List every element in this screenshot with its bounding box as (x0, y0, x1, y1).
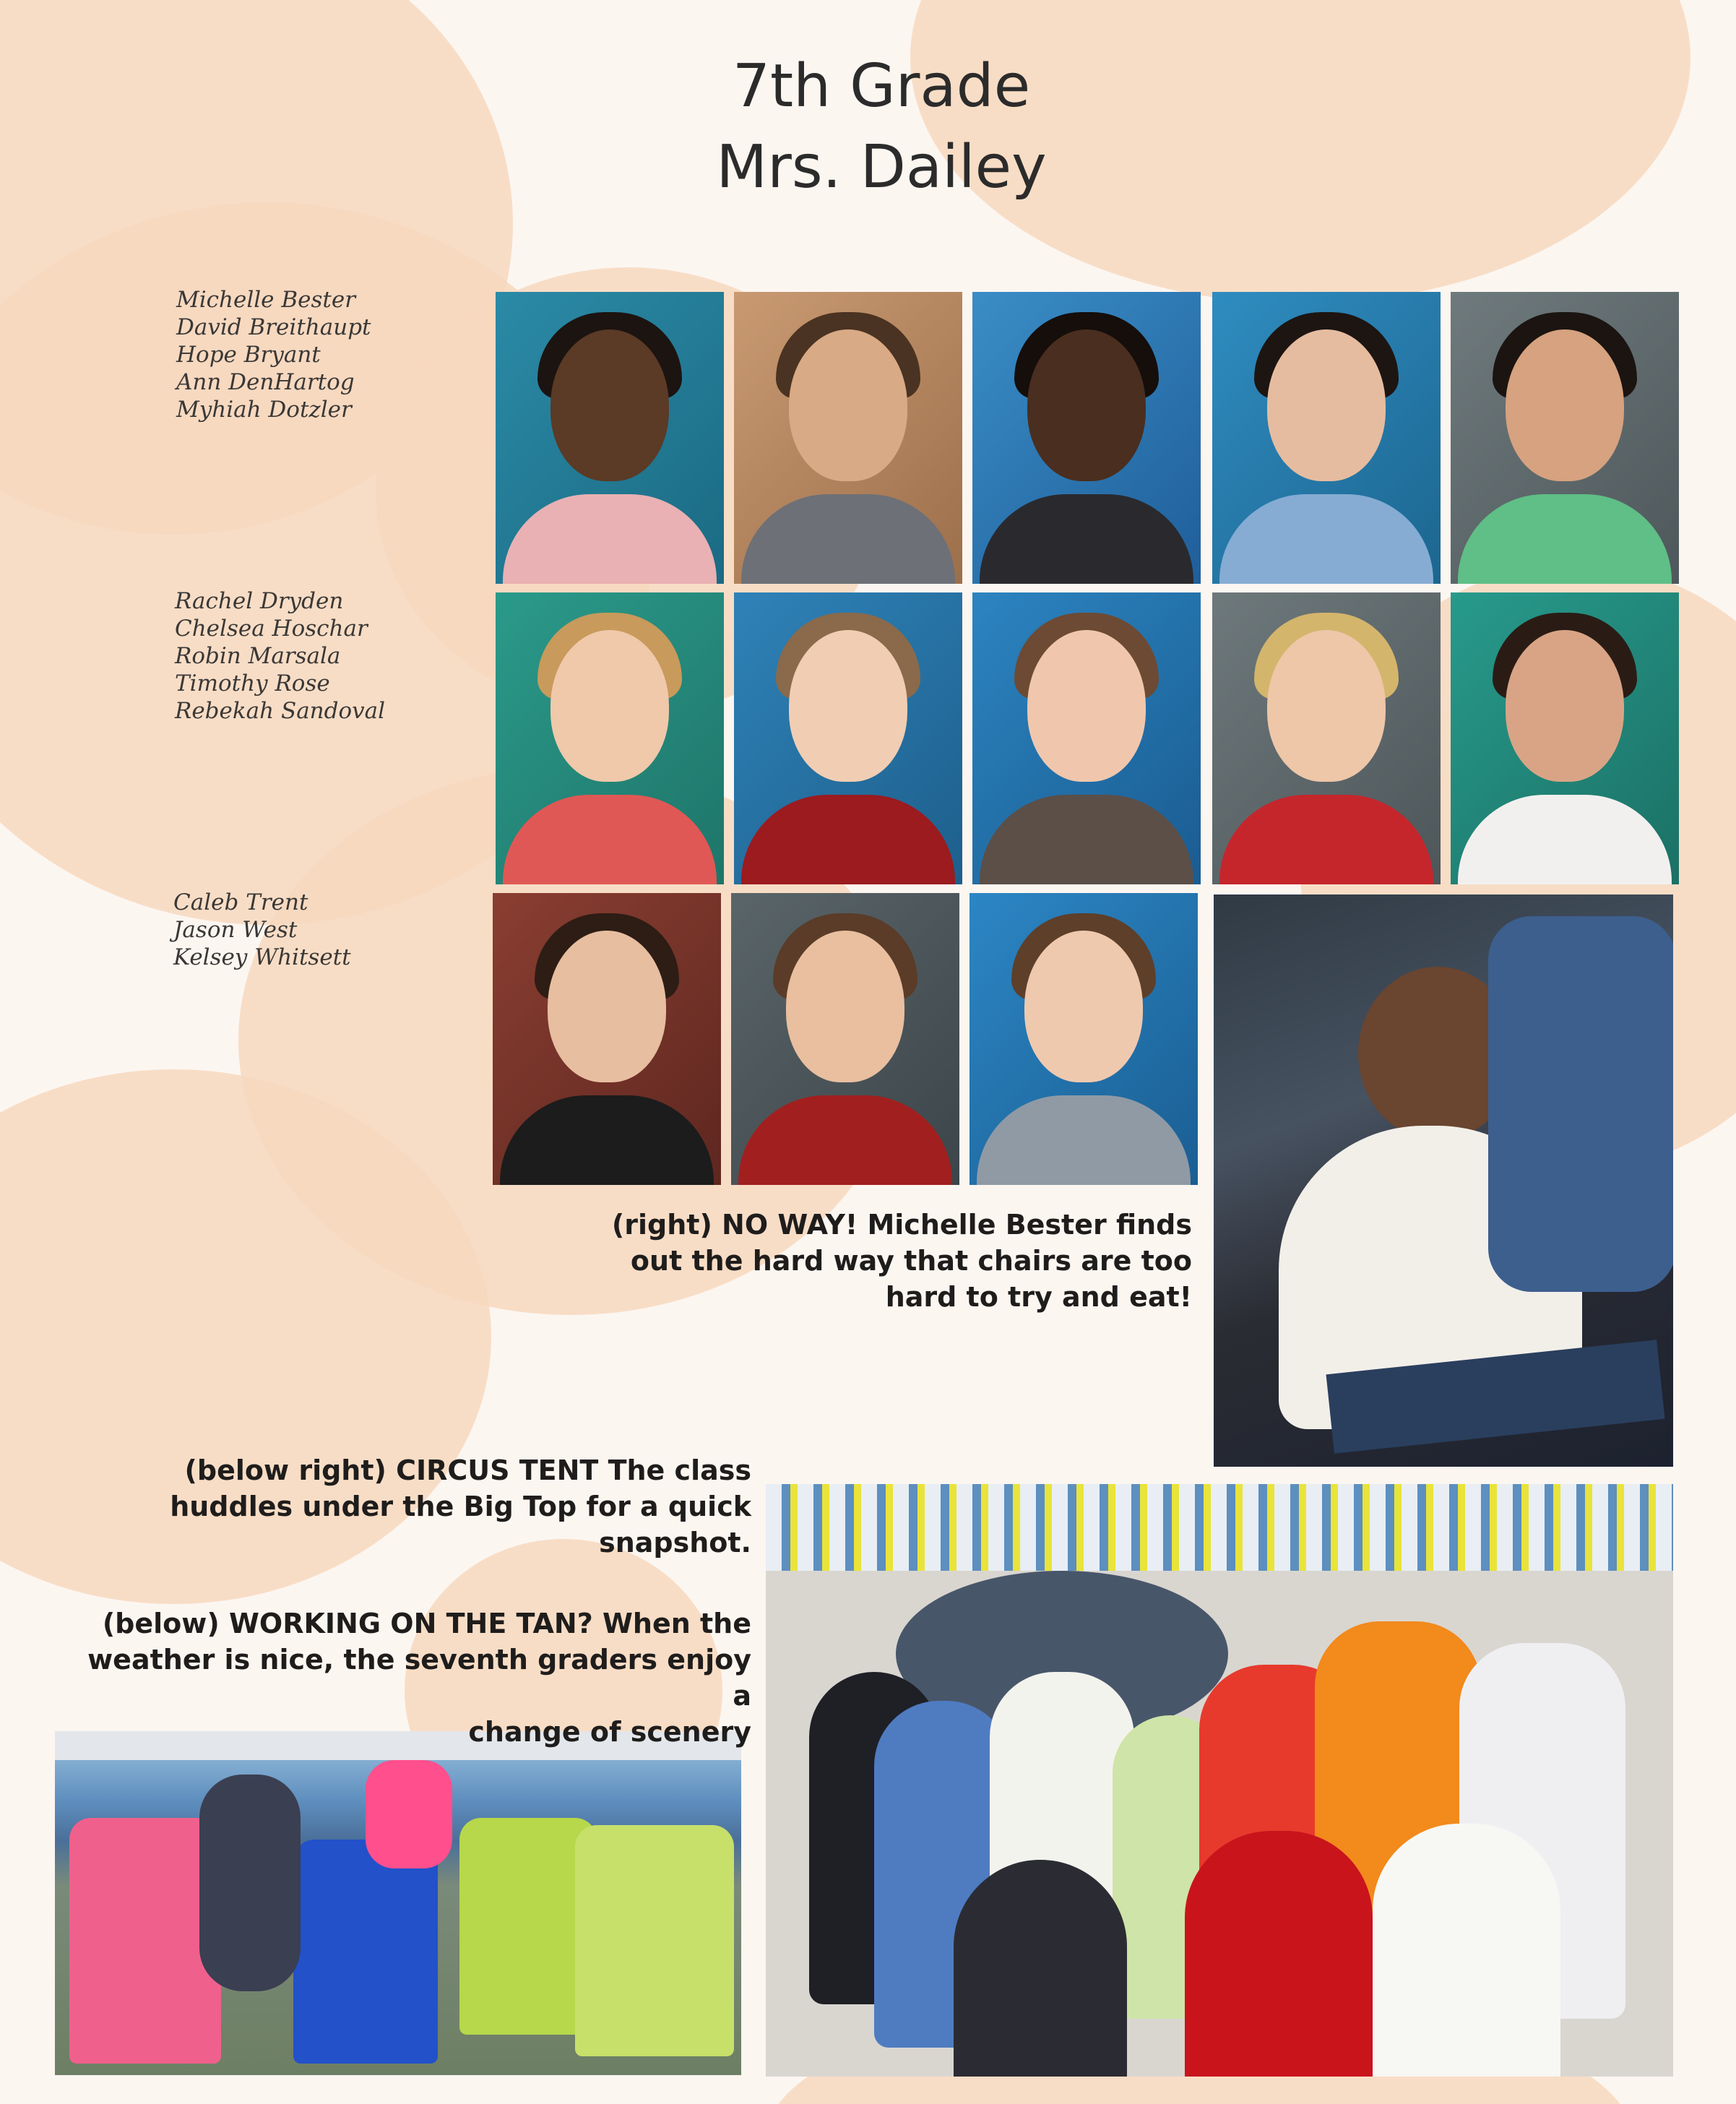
student-portrait (1451, 292, 1679, 584)
caption-line: (right) NO WAY! Michelle Bester finds (611, 1209, 1192, 1241)
title-teacher: Mrs. Dailey (716, 133, 1047, 202)
caption-line: snapshot. (599, 1527, 751, 1558)
caption-line: (below right) CIRCUS TENT The class (184, 1454, 751, 1486)
student-portrait (734, 592, 962, 884)
caption-line: huddles under the Big Top for a quick (170, 1491, 751, 1522)
student-portrait (972, 292, 1201, 584)
caption-line: weather is nice, the seventh graders enjoy a (87, 1644, 751, 1712)
student-portrait (493, 893, 721, 1185)
student-name: Hope Bryant (176, 342, 321, 368)
student-portrait (972, 592, 1201, 884)
circus-tent-photo (766, 1484, 1673, 2077)
student-portrait (496, 592, 724, 884)
caption-line: (below) WORKING ON THE TAN? When the (102, 1608, 751, 1639)
student-portrait (496, 292, 724, 584)
caption-below-right (116, 1452, 751, 1561)
student-name: Michelle Bester (176, 287, 356, 313)
student-portrait (1212, 592, 1441, 884)
student-name: Chelsea Hoschar (175, 616, 368, 642)
student-name: Myhiah Dotzler (176, 397, 352, 423)
student-name: Caleb Trent (173, 889, 308, 915)
student-name: David Breithaupt (176, 314, 371, 340)
student-name: Ann DenHartog (176, 369, 355, 395)
caption-line: change of scenery (468, 1716, 751, 1748)
caption-right (549, 1207, 1192, 1315)
student-portrait (1451, 592, 1679, 884)
outdoor-reading-photo (55, 1731, 741, 2075)
student-name: Robin Marsala (175, 643, 341, 669)
student-name: Timothy Rose (175, 671, 330, 697)
student-name: Jason West (173, 917, 298, 943)
student-name: Rebekah Sandoval (175, 698, 386, 724)
caption-line: hard to try and eat! (885, 1281, 1192, 1313)
student-name: Kelsey Whitsett (173, 944, 351, 970)
title-grade: 7th Grade (732, 52, 1031, 121)
name-list-row-3 (173, 889, 351, 971)
name-list-row-1 (176, 286, 371, 423)
student-portrait (1212, 292, 1441, 584)
page-title (621, 46, 1141, 208)
candid-photo-right (1214, 894, 1673, 1467)
student-portrait (734, 292, 962, 584)
student-portrait (970, 893, 1198, 1185)
student-name: Rachel Dryden (175, 588, 344, 614)
student-portrait (731, 893, 959, 1185)
caption-line: out the hard way that chairs are too (630, 1245, 1192, 1277)
caption-below (72, 1605, 751, 1750)
name-list-row-2 (175, 587, 385, 725)
